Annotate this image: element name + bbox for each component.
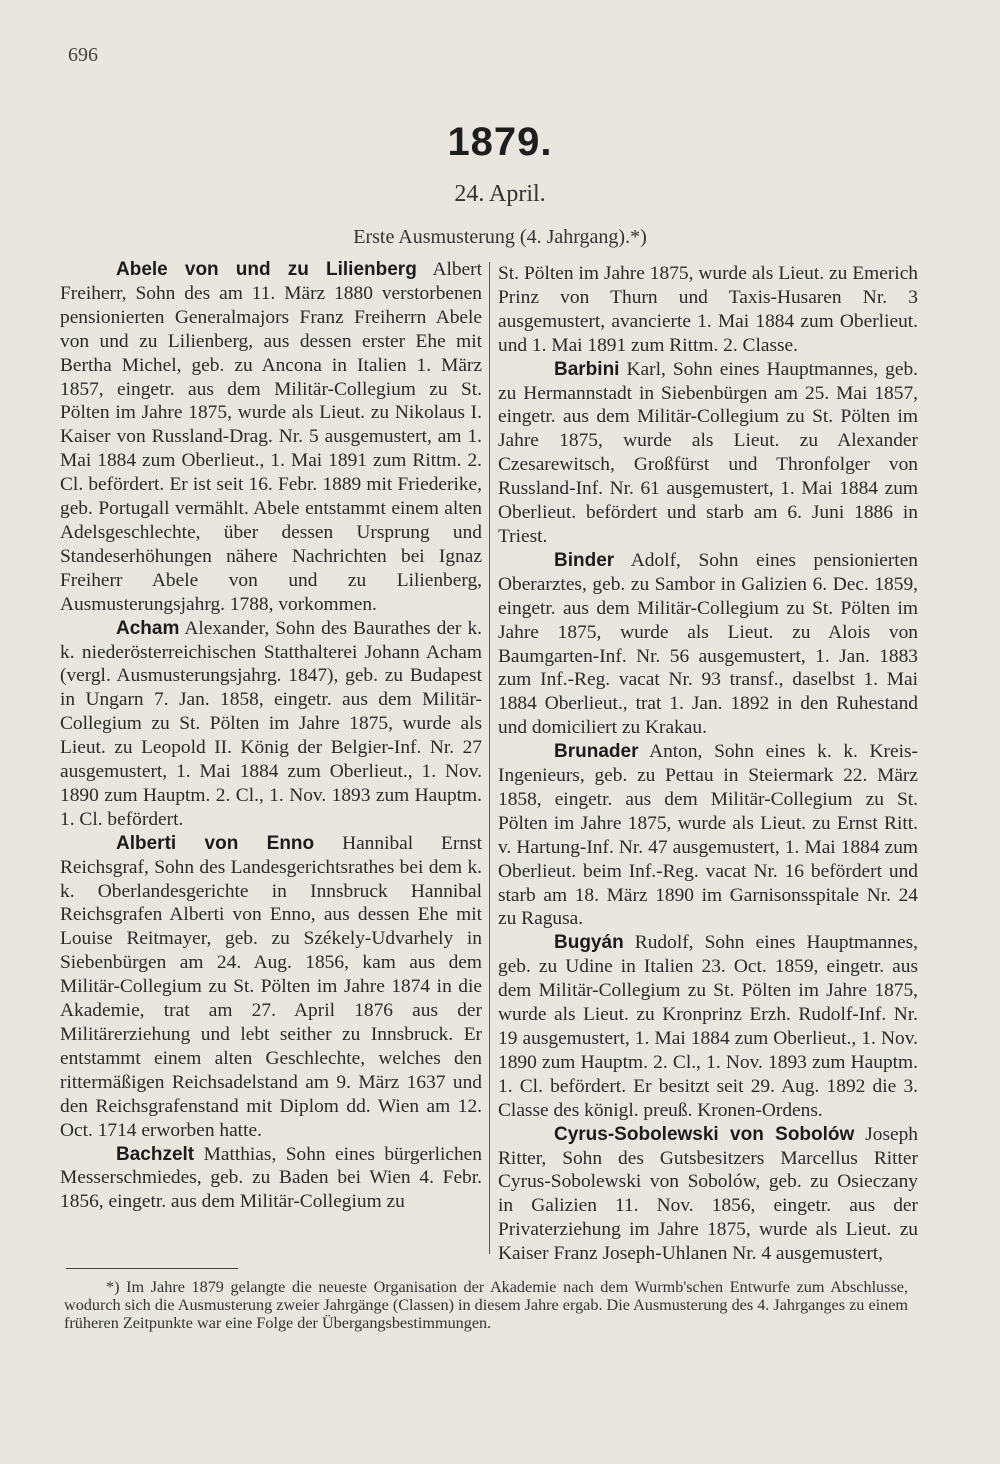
footnote xyxy=(64,1278,908,1332)
entry-abele xyxy=(60,258,482,617)
entry-name: Brunader xyxy=(554,741,639,763)
section-date: 24. April. xyxy=(454,181,546,207)
entry-binder xyxy=(498,549,918,740)
entry-text: Alexander, Sohn des Baurathes der k. k. niederösterreichischen Statthalterei Johann Acham (vergl. Ausmusterungsjahrg. 1847), geb. zu Budapest in Ungarn 7. Jan. 1858, eingetr. aus dem Militär-Collegium zu St. Pölten im Jahre 1875, wurde als Lieut. zu Leopold II. König der Belgier-Inf. Nr. 27 ausgemustert, 1. Mai 1884 zum Oberlieut., 1. Nov. 1890 zum Hauptm. 2. Cl., 1. Nov. 1893 zum Hauptm. 1. Cl. befördert. xyxy=(60,617,482,830)
entry-name: Barbini xyxy=(554,358,620,380)
entry-text: Albert Freiherr, Sohn des am 11. März 1880 verstorbenen pensionierten Generalmajors Franz Freiherrn Abele von und zu Lilienberg, aus dessen erster Ehe mit Bertha Michel, geb. zu Ancona in Italien 1. März 1857, eingetr. aus dem Militär-Collegium zu St. Pölten im Jahre 1875, wurde als Lieut. zu Nikolaus I. Kaiser von Russland-Drag. Nr. 5 ausgemustert, am 1. Mai 1884 zum Oberlieut., 1. Mai 1891 zum Rittm. 2. Cl. befördert. Er ist seit 16. Febr. 1889 mit Friederike, geb. Portugall vermählt. Abele entstammt einem alten Adelsgeschlechte, über dessen Ursprung und Standeserhöhungen nähere Nachrichten bei Ignaz Freiherr Abele von und zu Lilienberg, Ausmusterungsjahrg. 1788, vorkommen. xyxy=(60,259,482,615)
entry-name: Bugyán xyxy=(554,932,624,954)
entry-name: Cyrus-Sobolewski von Sobolów xyxy=(554,1123,855,1145)
page-number: 696 xyxy=(68,44,98,66)
page-title-year: 1879. xyxy=(447,120,553,164)
entry-text: Rudolf, Sohn eines Hauptmannes, geb. zu Udine in Italien 23. Oct. 1859, eingetr. aus dem Militär-Collegium zu St. Pölten im Jahre 1875, wurde als Lieut. zu Kronprinz Erzh. Rudolf-Inf. Nr. 19 ausgemustert, 1. Mai 1884 zum Oberlieut., 1. Nov. 1890 zum Hauptm. 2. Cl., 1. Nov. 1893 zum Hauptm. 1. Cl. befördert. Er besitzt seit 29. Aug. 1892 die 3. Classe des königl. preuß. Kronen-Ordens. xyxy=(498,932,918,1121)
entry-bachzelt-continued xyxy=(498,262,918,358)
entry-text: Joseph Ritter, Sohn des Gutsbesitzers Marcellus Ritter Cyrus-Sobolewski von Sobolów, geb. zu Osieczany in Galizien 11. Nov. 1856, eingetr. aus der Privaterziehung im Jahre 1875, wurde als Lieut. zu Kaiser Franz Joseph-Uhlanen Nr. 4 ausgemustert, xyxy=(498,1123,918,1265)
entry-acham xyxy=(60,617,482,832)
column-divider xyxy=(489,262,490,1254)
entry-text: Anton, Sohn eines k. k. Kreis-Ingenieurs, geb. zu Pettau in Steiermark 22. März 1858, eingetr. aus dem Militär-Collegium zu St. Pölten im Jahre 1875, wurde als Lieut. zu Ernst Ritt. v. Hartung-Inf. Nr. 47 ausgemustert, 1. Mai 1884 zum Oberlieut. beim Inf.-Reg. vacat Nr. 16 befördert und starb am 18. März 1890 im Garnisonsspitale Nr. 24 zu Ragusa. xyxy=(498,741,918,930)
entry-brunader xyxy=(498,740,918,931)
entry-bachzelt xyxy=(60,1143,482,1215)
entry-cyrus-sobolewski xyxy=(498,1123,918,1266)
right-column xyxy=(498,262,918,1266)
entry-name: Binder xyxy=(554,549,615,571)
entry-text: Hannibal Ernst Reichsgraf, Sohn des Landesgerichtsrathes bei dem k. k. Oberlandesgerichte in Innsbruck Hannibal Reichsgrafen Alberti von Enno, aus dessen Ehe mit Louise Reitmayer, geb. zu Székely-Udvarhely in Siebenbürgen am 24. Aug. 1856, kam aus dem Militär-Collegium zu St. Pölten im Jahre 1874 in die Akademie, trat am 27. April 1876 aus der Militärerziehung und lebt seither zu Innsbruck. Er entstammt einem alten Geschlechte, welches den rittermäßigen Reichsadelstand am 9. März 1637 und den Reichsgrafenstand mit Diplom dd. Wien am 12. Oct. 1714 erworben hatte. xyxy=(60,832,482,1141)
left-column xyxy=(60,258,482,1214)
entry-text: Adolf, Sohn eines pensionierten Oberarztes, geb. zu Sambor in Galizien 6. Dec. 1859, eingetr. aus dem Militär-Collegium zu St. Pölten im Jahre 1875, wurde als Lieut. zu Alois von Baumgarten-Inf. Nr. 56 ausgemustert, 1. Jan. 1883 zum Inf.-Reg. vacat Nr. 93 transf., daselbst 1. Mai 1884 Oberlieut., trat 1. Jan. 1892 in den Ruhestand und domiciliert zu Krakau. xyxy=(498,549,918,739)
entry-bugyan xyxy=(498,931,918,1122)
entry-text: St. Pölten im Jahre 1875, wurde als Lieut. zu Emerich Prinz von Thurn und Taxis-Husaren Nr. 3 ausgemustert, avancierte 1. Mai 1884 zum Oberlieut. und 1. Mai 1891 zum Rittm. 2. Classe. xyxy=(498,263,918,356)
entry-text: Matthias, Sohn eines bürgerlichen Messerschmiedes, geb. zu Baden bei Wien 4. Febr. 1856, eingetr. aus dem Militär-Collegium zu xyxy=(60,1143,482,1213)
entry-name: Acham xyxy=(116,617,180,639)
entry-text: Karl, Sohn eines Hauptmannes, geb. zu Hermannstadt in Siebenbürgen am 25. Mai 1857, eingetr. aus dem Militär-Collegium zu St. Pölten im Jahre 1875, wurde als Lieut. zu Alexander Czesarewitsch, Großfürst und Thronfolger von Russland-Inf. Nr. 61 ausgemustert, 1. Mai 1884 zum Oberlieut. befördert und starb am 6. Juni 1886 in Triest. xyxy=(498,358,918,547)
entry-name: Bachzelt xyxy=(116,1143,195,1165)
entry-barbini xyxy=(498,358,918,549)
entry-name: Alberti von Enno xyxy=(116,832,315,854)
section-subtitle: Erste Ausmusterung (4. Jahrgang).*) xyxy=(353,226,647,248)
entry-name: Abele von und zu Lilienberg xyxy=(116,259,417,280)
entry-alberti xyxy=(60,832,482,1143)
footnote-text: *) Im Jahre 1879 gelangte die neueste Organisation der Akademie nach dem Wurmb'schen Entwurfe zum Abschlusse, wodurch sich die Ausmusterung zweier Jahrgänge (Classen) in diesem Jahre ergab. Die Ausmusterung des 4. Jahrganges zu einem früheren Zeitpunkte war eine Folge der Übergangsbestimmungen. xyxy=(64,1278,908,1332)
footnote-rule xyxy=(66,1268,238,1269)
